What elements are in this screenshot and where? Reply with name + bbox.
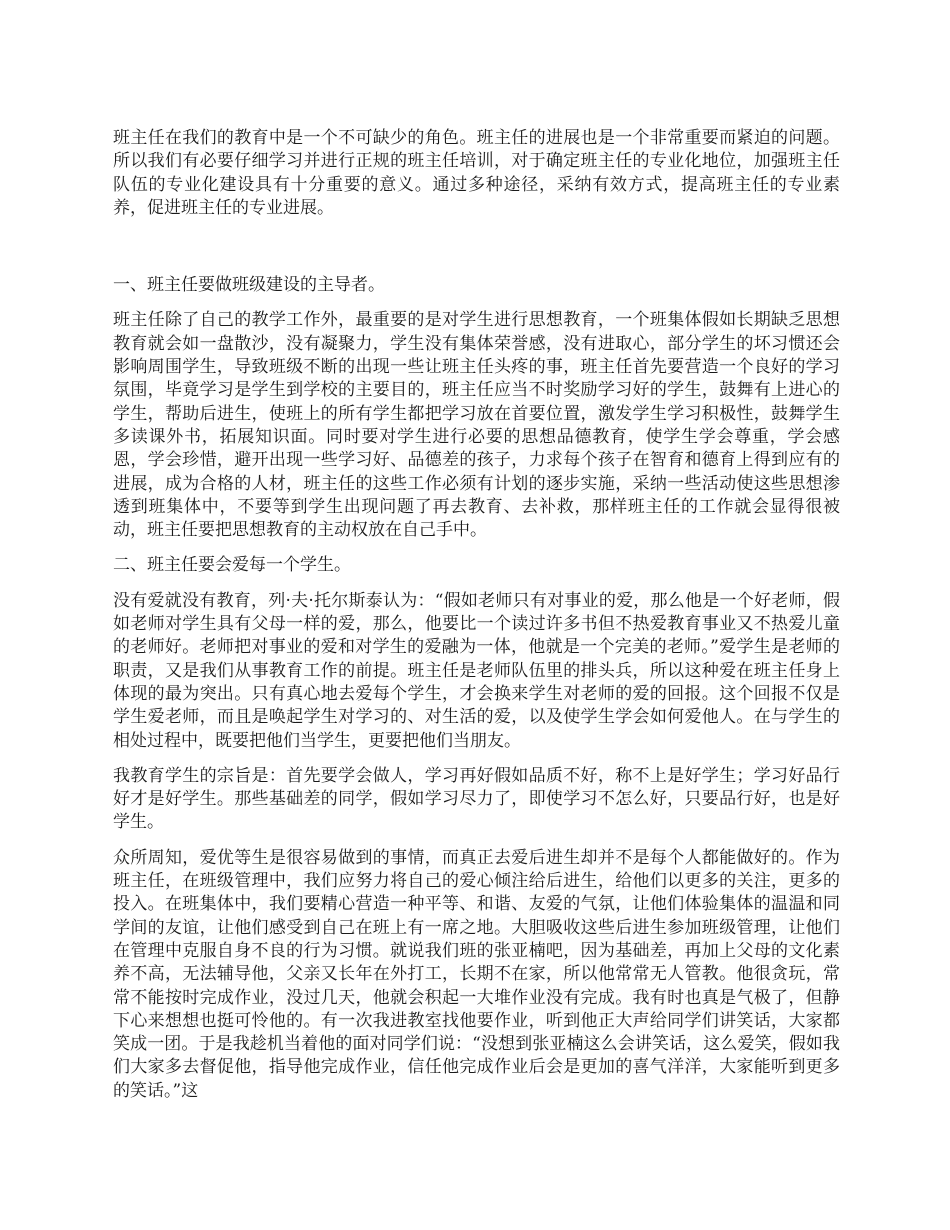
section-2-paragraph-1: 没有爱就没有教育，列·夫·托尔斯泰认为：“假如老师只有对事业的爱，那么他是一个好老师，假如老师对学生具有父母一样的爱，那么，他要比一个读过许多书但不热爱教育事业又不热爱儿童的老师好。老师把对事业的爱和对学生的爱融为一体，他就是一个完美的老师。”爱学生是老师的职责，又是我们从事教育工作的前提。班主任是老师队伍里的排头兵，所以这种爱在班主任身上体现的最为突出。只有真心地去爱每个学生，才会换来学生对老师的爱的回报。这个回报不仅是学生爱老师，而且是唤起学生对学习的、对生活的爱，以及使学生学会如何爱他人。在与学生的相处过程中，既要把他们当学生，更要把他们当朋友。 xyxy=(113,590,840,751)
document-page xyxy=(113,127,840,1115)
intro-paragraph: 班主任在我们的教育中是一个不可缺少的角色。班主任的进展也是一个非常重要而紧迫的问题。所以我们有必要仔细学习并进行正规的班主任培训，对于确定班主任的专业化地位，加强班主任队伍的专业化建设具有十分重要的意义。通过多种途径，采纳有效方式，提高班主任的专业素养，促进班主任的专业进展。 xyxy=(113,128,840,218)
section-1-heading: 一、班主任要做班级建设的主导者。 xyxy=(113,275,385,296)
section-2-paragraph-2: 我教育学生的宗旨是：首先要学会做人，学习再好假如品质不好，称不上是好学生；学习好品行好才是好学生。那些基础差的同学，假如学习尽力了，即使学习不怎么好，只要品行好，也是好学生。 xyxy=(113,765,840,833)
section-2-paragraph-3: 众所周知，爱优等生是很容易做到的事情，而真正去爱后进生却并不是每个人都能做好的。作为班主任，在班级管理中，我们应努力将自己的爱心倾注给后进生，给他们以更多的关注，更多的投入。在班集体中，我们要精心营造一种平等、和谐、友爱的气氛，让他们体验集体的温温和同学间的友谊，让他们感受到自己在班上有一席之地。大胆吸收这些后进生参加班级管理，让他们在管理中克服自身不良的行为习惯。就说我们班的张亚楠吧，因为基础差，再加上父母的文化素养不高，无法辅导他，父亲又长年在外打工，长期不在家，所以他常常无人管教。他很贪玩，常常不能按时完成作业，没过几天，他就会积起一大堆作业没有完成。我有时也真是气极了，但静下心来想想也挺可怜他的。有一次我进教室找他要作业，听到他正大声给同学们讲笑话，大家都笑成一团。于是我趁机当着他的面对同学们说：“没想到张亚楠这么会讲笑话，这么爱笑，假如我们大家多去督促他，指导他完成作业，信任他完成作业后会是更加的喜气洋洋，大家能听到更多的笑话。”这 xyxy=(113,847,840,1101)
section-2-heading: 二、班主任要会爱每一个学生。 xyxy=(113,555,351,576)
section-1-paragraph: 班主任除了自己的教学工作外，最重要的是对学生进行思想教育，一个班集体假如长期缺乏思想教育就会如一盘散沙，没有凝聚力，学生没有集体荣誉感，没有进取心，部分学生的坏习惯还会影响周围学生，导致班级不断的出现一些让班主任头疼的事，班主任首先要营造一个良好的学习氛围，毕竟学习是学生到学校的主要目的，班主任应当不时奖励学习好的学生，鼓舞有上进心的学生，帮助后进生，使班上的所有学生都把学习放在首要位置，激发学生学习积极性，鼓舞学生多读课外书，拓展知识面。同时要对学生进行必要的思想品德教育，使学生学会尊重，学会感恩，学会珍惜，避开出现一些学习好、品德差的孩子，力求每个孩子在智育和德育上得到应有的进展，成为合格的人材，班主任的这些工作必须有计划的逐步实施，采纳一些活动使这些思想渗透到班集体中，不要等到学生出现问题了再去教育、去补救，那样班主任的工作就会显得很被动，班主任要把思想教育的主动权放在自己手中。 xyxy=(113,310,840,541)
